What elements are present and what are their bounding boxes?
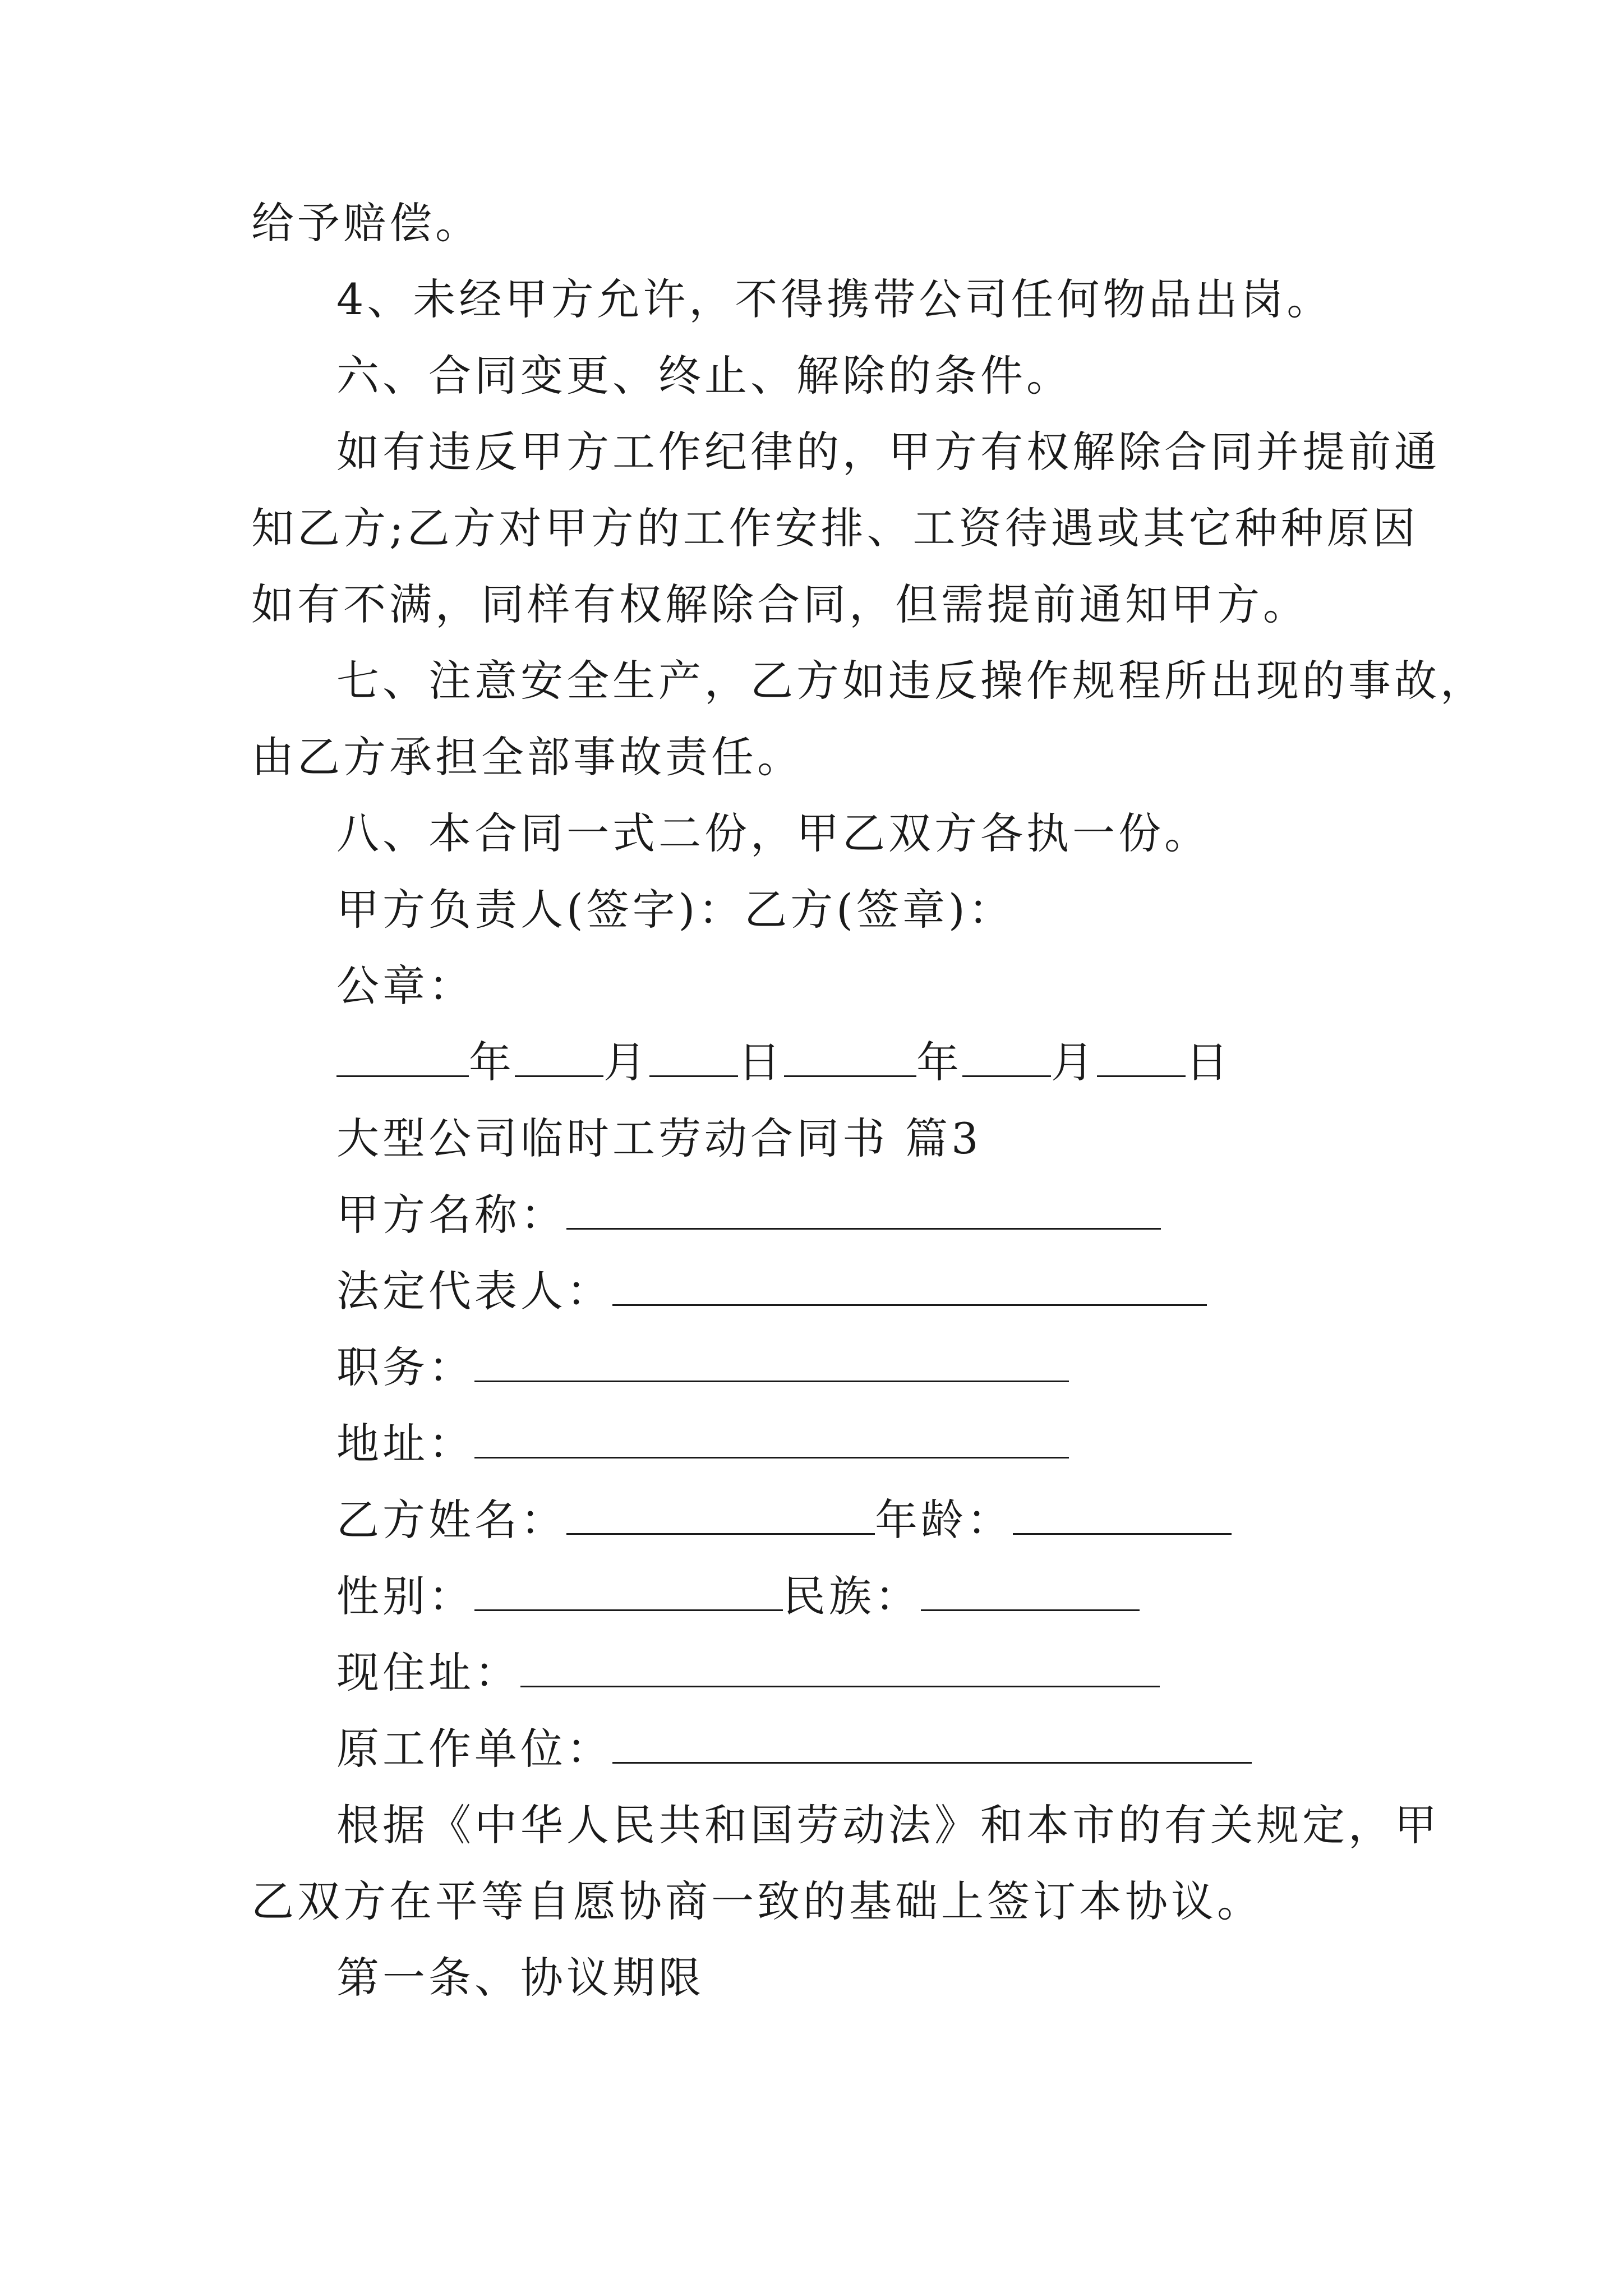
position-label: 职务： <box>336 1342 474 1392</box>
form-row-party-b <box>336 1492 1469 1548</box>
paragraph-line: 七、注意安全生产，乙方如违反操作规程所出现的事故， <box>336 656 1486 706</box>
ethnicity-field[interactable] <box>921 1575 1140 1611</box>
party-a-name-field[interactable] <box>566 1193 1161 1230</box>
paragraph-line: 如有不满，同样有权解除合同，但需提前通知甲方。 <box>251 579 1309 629</box>
party-a-name-label: 甲方名称： <box>336 1190 566 1240</box>
year-label: 年 <box>469 1037 515 1087</box>
form-row-party-a-name <box>336 1187 1469 1243</box>
current-address-field[interactable] <box>520 1651 1160 1687</box>
month-label: 月 <box>603 1037 649 1087</box>
age-field[interactable] <box>1013 1498 1232 1535</box>
legal-rep-field[interactable] <box>612 1269 1207 1306</box>
year-blank[interactable] <box>784 1041 916 1077</box>
year-blank[interactable] <box>336 1041 469 1077</box>
party-b-name-field[interactable] <box>566 1498 875 1535</box>
paragraph-line: 知乙方;乙方对甲方的工作安排、工资待遇或其它种种原因 <box>251 503 1419 553</box>
form-row-current-address <box>336 1645 1469 1701</box>
form-row-address <box>336 1416 1469 1472</box>
former-employer-field[interactable] <box>612 1727 1252 1764</box>
month-blank[interactable] <box>962 1041 1051 1077</box>
seal-line: 公章： <box>336 961 474 1011</box>
form-row-legal-rep <box>336 1263 1469 1319</box>
paragraph-line: 根据《中华人民共和国劳动法》和本市的有关规定，甲 <box>336 1800 1440 1850</box>
paragraph-line: 由乙方承担全部事故责任。 <box>251 732 803 782</box>
gender-label: 性别： <box>336 1571 474 1621</box>
paragraph-line: 八、本合同一式二份，甲乙双方各执一份。 <box>336 808 1210 858</box>
form-row-gender <box>336 1568 1469 1625</box>
section-heading: 六、合同变更、终止、解除的条件。 <box>336 351 1072 401</box>
current-address-label: 现住址： <box>336 1648 520 1697</box>
day-label: 日 <box>1186 1037 1232 1087</box>
gender-field[interactable] <box>474 1575 783 1611</box>
former-employer-label: 原工作单位： <box>336 1724 612 1774</box>
paragraph-line: 乙双方在平等自愿协商一致的基础上签订本协议。 <box>251 1876 1263 1926</box>
day-label: 日 <box>738 1037 784 1087</box>
form-row-position <box>336 1340 1469 1396</box>
month-label: 月 <box>1051 1037 1097 1087</box>
date-line <box>336 1034 1469 1091</box>
year-label: 年 <box>916 1037 962 1087</box>
form-row-former-employer <box>336 1721 1469 1777</box>
month-blank[interactable] <box>515 1041 603 1077</box>
address-label: 地址： <box>336 1419 474 1469</box>
day-blank[interactable] <box>649 1041 738 1077</box>
paragraph-line: 4、未经甲方允许，不得携带公司任何物品出岗。 <box>336 274 1333 324</box>
legal-rep-label: 法定代表人： <box>336 1266 612 1316</box>
signature-line: 甲方负责人(签字)：乙方(签章)： <box>336 885 1015 935</box>
paragraph-line: 给予赔偿。 <box>251 198 481 248</box>
paragraph-line: 如有违反甲方工作纪律的，甲方有权解除合同并提前通 <box>336 427 1440 477</box>
article-heading: 第一条、协议期限 <box>336 1953 704 2003</box>
party-b-name-label: 乙方姓名： <box>336 1495 566 1545</box>
day-blank[interactable] <box>1097 1041 1186 1077</box>
address-field[interactable] <box>474 1422 1069 1458</box>
section-title: 大型公司临时工劳动合同书 篇3 <box>336 1114 982 1163</box>
position-field[interactable] <box>474 1346 1069 1382</box>
age-label: 年龄： <box>875 1495 1013 1545</box>
ethnicity-label: 民族： <box>783 1571 921 1621</box>
